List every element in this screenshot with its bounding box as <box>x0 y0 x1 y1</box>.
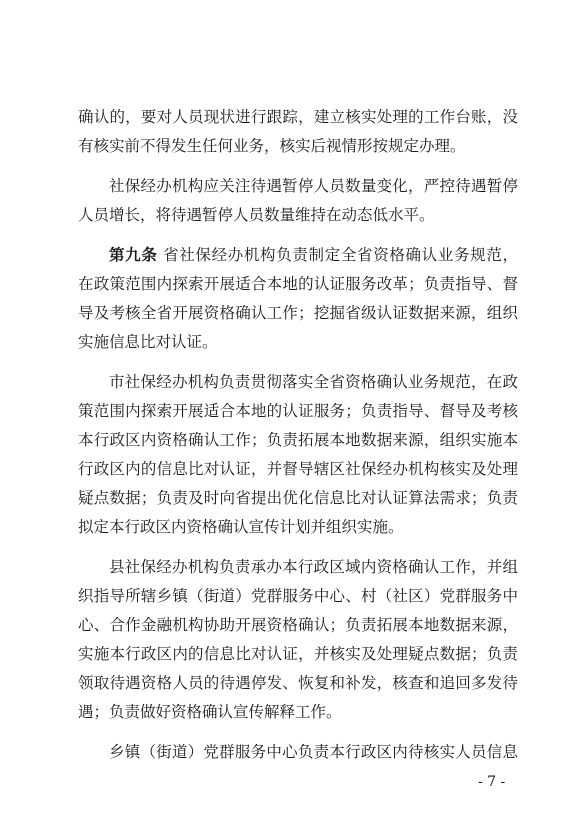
text-line: 县社保经办机构负责承办本行政区域内资格确认工作，并组 <box>109 558 518 576</box>
text-line: 本行政区内资格确认工作；负责拓展本地数据来源，组织实施本 <box>78 431 518 449</box>
text-line: 人员增长，将待遇暂停人员数量维持在动态低水平。 <box>78 206 435 224</box>
text-line: 实施信息比对认证。 <box>78 333 218 351</box>
article-label: 第九条 <box>109 246 158 264</box>
text-line: 策范围内探索开展适合本地的认证服务；负责指导、督导及考核 <box>78 402 518 420</box>
text-line: 心、合作金融机构协助开展资格确认；负责拓展本地数据来源， <box>78 616 518 634</box>
text-line: 社保经办机构应关注待遇暂停人员数量变化，严控待遇暂停 <box>109 177 518 195</box>
text-line: 拟定本行政区内资格确认宣传计划并组织实施。 <box>78 518 404 536</box>
text-line: 行政区内的信息比对认证，并督导辖区社保经办机构核实及处理 <box>78 460 518 478</box>
text-line: 实施本行政区内的信息比对认证，并核实及处理疑点数据；负责 <box>78 645 518 663</box>
text-line: 领取待遇资格人员的待遇停发、恢复和补发，核查和追回多发待 <box>78 674 518 692</box>
text-line: 织指导所辖乡镇（街道）党群服务中心、村（社区）党群服务中 <box>78 587 518 605</box>
text-line: 省社保经办机构负责制定全省资格确认业务规范， <box>157 246 518 264</box>
text-line: 有核实前不得发生任何业务，核实后视情形按规定办理。 <box>78 137 466 155</box>
text-line: 遇；负责做好资格确认宣传解释工作。 <box>78 703 342 721</box>
text-line: 市社保经办机构负责贯彻落实全省资格确认业务规范，在政 <box>109 373 518 391</box>
text-line: 确认的，要对人员现状进行跟踪，建立核实处理的工作台账，没 <box>78 108 518 126</box>
text-line: 在政策范围内探索开展适合本地的认证服务改革；负责指导、督 <box>78 275 518 293</box>
text-line: 疑点数据；负责及时向省提出优化信息比对认证算法需求；负责 <box>78 489 518 507</box>
text-line: 乡镇（街道）党群服务中心负责本行政区内待核实人员信息 <box>109 743 518 761</box>
page-number: - 7 - <box>478 774 506 790</box>
body-text <box>78 103 518 767</box>
text-line: 导及考核全省开展资格确认工作；挖掘省级认证数据来源，组织 <box>78 304 518 322</box>
article-9-first-line <box>78 241 518 270</box>
